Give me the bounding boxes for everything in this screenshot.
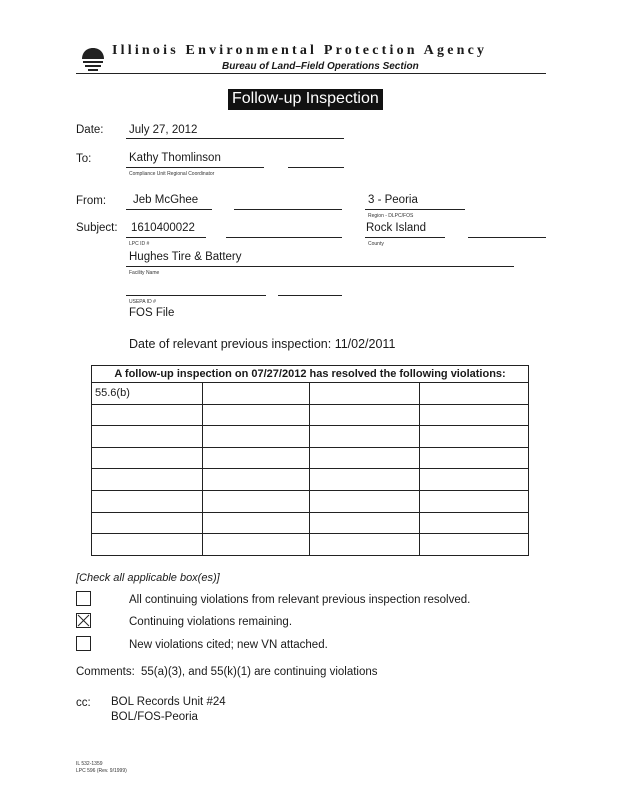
checkbox-resolved[interactable] xyxy=(76,591,91,606)
table-row xyxy=(92,404,529,426)
table-cell xyxy=(92,490,203,512)
subject-label: Subject: xyxy=(76,222,118,234)
check-x-icon xyxy=(77,614,90,627)
checkbox-continuing-label: Continuing violations remaining. xyxy=(129,616,293,628)
usepa-line-right xyxy=(278,295,342,296)
table-cell xyxy=(203,512,310,534)
table-cell xyxy=(310,383,420,405)
table-cell xyxy=(92,404,203,426)
table-cell xyxy=(310,534,420,556)
table-cell xyxy=(92,426,203,448)
previous-inspection xyxy=(129,337,395,351)
table-cell xyxy=(310,512,420,534)
comments-label: Comments: xyxy=(76,666,135,678)
table-cell xyxy=(92,469,203,491)
form-number: IL 532-1359 xyxy=(76,761,103,767)
county-line-right xyxy=(468,237,546,238)
table-cell xyxy=(203,404,310,426)
agency-logo xyxy=(80,46,106,72)
table-cell xyxy=(420,512,529,534)
table-row xyxy=(92,426,529,448)
previous-inspection-label: Date of relevant previous inspection: xyxy=(129,337,332,351)
table-cell xyxy=(92,534,203,556)
county-value: Rock Island xyxy=(366,222,427,234)
table-cell xyxy=(420,534,529,556)
site-id-caption: LPC ID # xyxy=(129,241,150,247)
table-cell xyxy=(203,383,310,405)
table-row xyxy=(92,490,529,512)
bureau-subtitle: Bureau of Land–Field Operations Section xyxy=(222,61,419,72)
site-id-value: 1610400022 xyxy=(131,222,195,234)
table-cell xyxy=(203,426,310,448)
table-row xyxy=(92,534,529,556)
form-revision: LPC 596 (Rev. 9/1999) xyxy=(76,768,127,774)
table-cell xyxy=(420,404,529,426)
facility-line xyxy=(126,266,514,267)
to-label: To: xyxy=(76,153,92,165)
cc-line-1: BOL Records Unit #24 xyxy=(111,696,226,708)
table-cell xyxy=(420,490,529,512)
table-row xyxy=(92,469,529,491)
previous-inspection-date: 11/02/2011 xyxy=(334,337,396,351)
from-line-right xyxy=(234,209,342,210)
date-value: July 27, 2012 xyxy=(129,124,198,136)
table-cell xyxy=(203,447,310,469)
to-value: Kathy Thomlinson xyxy=(129,152,221,164)
table-cell xyxy=(310,447,420,469)
table-row xyxy=(92,383,529,405)
table-cell xyxy=(310,404,420,426)
county-line xyxy=(365,237,445,238)
from-value: Jeb McGhee xyxy=(133,194,199,206)
region-caption: Region - DLPC/FOS xyxy=(368,213,414,219)
table-header: A follow-up inspection on 07/27/2012 has resolved the following violations: xyxy=(92,366,529,383)
date-label: Date: xyxy=(76,124,104,136)
cc-line-2: BOL/FOS-Peoria xyxy=(111,711,198,723)
to-line-right xyxy=(288,167,344,168)
site-id-line xyxy=(126,237,206,238)
table-cell xyxy=(420,426,529,448)
table-cell xyxy=(420,383,529,405)
county-caption: County xyxy=(368,241,384,247)
table-cell xyxy=(420,447,529,469)
table-cell xyxy=(203,469,310,491)
region-value: 3 - Peoria xyxy=(368,194,418,206)
checkbox-resolved-label: All continuing violations from relevant previous inspection resolved. xyxy=(129,594,471,606)
table-header-row xyxy=(92,366,529,383)
table-cell xyxy=(92,447,203,469)
to-line xyxy=(126,167,264,168)
file-value: FOS File xyxy=(129,307,175,319)
checklist-title: [Check all applicable box(es)] xyxy=(76,572,220,584)
comments-value: 55(a)(3), and 55(k)(1) are continuing violations xyxy=(141,666,378,678)
usepa-line xyxy=(126,295,266,296)
region-line xyxy=(365,209,465,210)
table-cell: 55.6(b) xyxy=(92,383,203,405)
facility-caption: Facility Name xyxy=(129,270,160,276)
table-cell xyxy=(92,512,203,534)
table-cell xyxy=(310,426,420,448)
table-cell xyxy=(420,469,529,491)
to-caption: Compliance Unit Regional Coordinator xyxy=(129,171,215,177)
violations-table xyxy=(91,365,529,556)
from-label: From: xyxy=(76,195,107,207)
checkbox-continuing[interactable] xyxy=(76,613,91,628)
table-row xyxy=(92,447,529,469)
cc-label: cc: xyxy=(76,697,91,709)
table-cell xyxy=(203,490,310,512)
checkbox-new-violations-label: New violations cited; new VN attached. xyxy=(129,639,328,651)
from-line xyxy=(126,209,212,210)
checkbox-new-violations[interactable] xyxy=(76,636,91,651)
facility-value: Hughes Tire & Battery xyxy=(129,251,242,263)
table-cell xyxy=(310,469,420,491)
date-line xyxy=(126,138,344,139)
usepa-caption: USEPA ID # xyxy=(129,299,156,305)
header-rule xyxy=(76,73,546,74)
table-row xyxy=(92,512,529,534)
table-cell xyxy=(203,534,310,556)
agency-title: Illinois Environmental Protection Agency xyxy=(112,43,488,58)
site-id-line-right xyxy=(226,237,342,238)
page-title: Follow-up Inspection xyxy=(228,89,383,110)
table-cell xyxy=(310,490,420,512)
